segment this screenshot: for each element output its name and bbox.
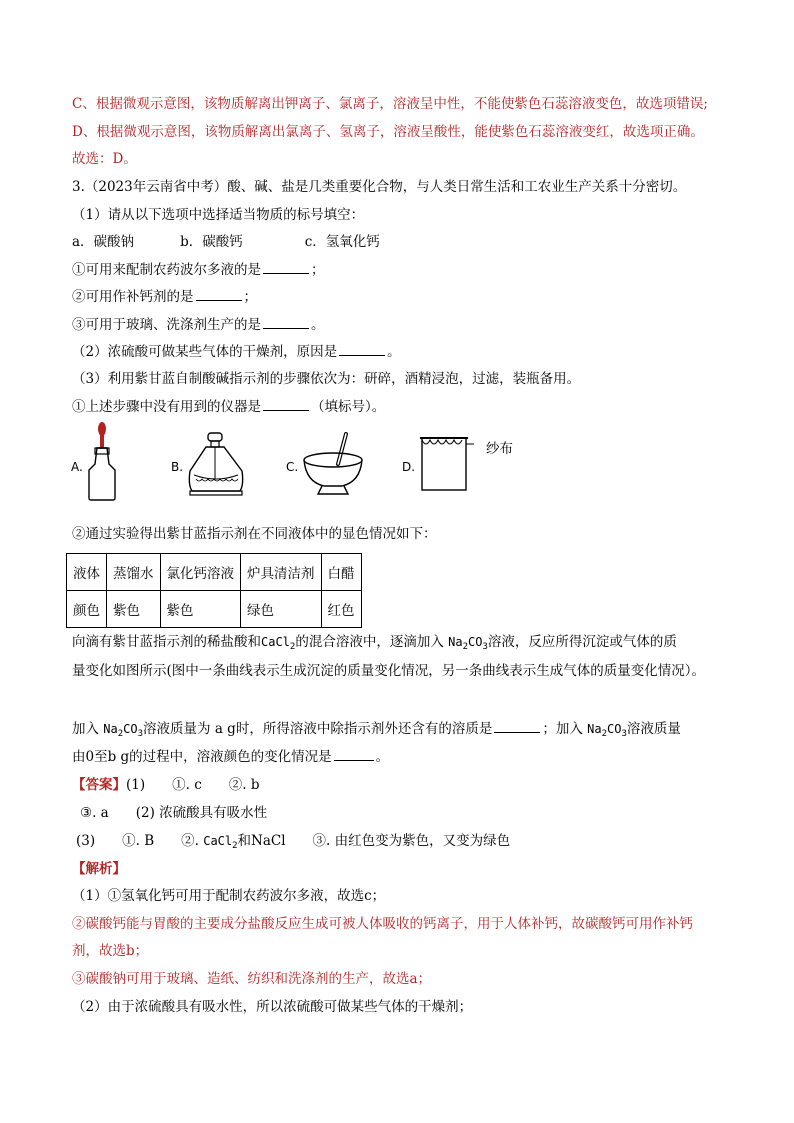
apparatus-a-label: A. [71, 460, 83, 474]
table-row [67, 554, 362, 591]
answer-blank[interactable] [494, 720, 540, 733]
answer-blank[interactable] [263, 261, 309, 274]
answer-blank[interactable] [339, 343, 385, 356]
paragraph-line-1: 向滴有紫甘蓝指示剂的稀盐酸和CaCl$_2$的混合溶液中，逐滴加入 $Na_2CO_3$溶液，反应所得沉淀或气体的质 [72, 634, 677, 652]
subquestion-1: （1）请从以下选项中选择适当物质的标号填空： [72, 207, 365, 223]
question-3-1: ①上述步骤中没有用到的仪器是 （填标号）。 [72, 399, 386, 415]
answer-blank[interactable] [263, 316, 309, 329]
answer-line-2: ③. a (2) 浓硫酸具有吸水性 [80, 805, 268, 821]
options-row [72, 232, 380, 252]
question-1-1: ①可用来配制农药波尔多液的是 ； [72, 262, 325, 278]
table-cell: 绿色 [241, 591, 322, 628]
line-option-d-analysis: D、根据微观示意图，该物质解离出氯离子、氢离子，溶液呈酸性，能使紫色石蕊溶液变红，故选项正确。 [72, 124, 704, 140]
beaker-with-gauze-icon [418, 432, 474, 494]
question-1-2: ②可用作补钙剂的是 ； [72, 289, 257, 305]
answer-d: 故选：D。 [72, 151, 137, 167]
explanation-line-4: ③碳酸钠可用于玻璃、造纸、纺织和洗涤剂的生产，故选a； [72, 971, 432, 987]
question-1-3: ③可用于玻璃、洗涤剂生产的是 。 [72, 317, 325, 333]
explanation-line-1: （1）①氢氧化钙可用于配制农药波尔多液，故选c； [72, 888, 386, 904]
paragraph-line-3: 加入 $Na_2CO_3$溶液质量为 a g时，所得溶液中除指示剂外还含有的溶质是 ；加入 $Na_2CO_3$溶液质量 [72, 721, 681, 739]
table-cell: 紫色 [160, 591, 241, 628]
alcohol-lamp-icon [184, 425, 248, 497]
question-3-2: ②通过实验得出紫甘蓝指示剂在不同液体中的显色情况如下： [72, 526, 437, 542]
question-3-steps: （3）利用紫甘蓝自制酸碱指示剂的步骤依次为：研碎，酒精浸泡，过滤，装瓶备用。 [72, 371, 581, 387]
explanation-tag: 【解析】 [72, 861, 126, 877]
explanation-line-3: 剂，故选b； [72, 943, 149, 959]
table-cell: 氯化钙溶液 [160, 554, 241, 591]
apparatus-c-label: C. [286, 460, 299, 474]
table-row [67, 591, 362, 628]
option-c: c．氢氧化钙 [304, 234, 380, 250]
mortar-pestle-icon [302, 430, 364, 500]
table-cell: 白醋 [321, 554, 361, 591]
answer-line-3: (3) ①. B ②. CaCl$_2$和NaCl ③. 由红色变为紫色，又变为绿色 [76, 833, 511, 851]
answer-blank[interactable] [263, 398, 309, 411]
answer-blank[interactable] [334, 748, 374, 761]
table-cell: 红色 [321, 591, 361, 628]
line-option-c-analysis: C、根据微观示意图，该物质解离出钾离子、氯离子，溶液呈中性，不能使紫色石蕊溶液变色，故选项错误; [72, 96, 708, 112]
table-cell: 液体 [67, 554, 107, 591]
answer-blank[interactable] [196, 288, 242, 301]
paragraph-line-4: 由0至b g的过程中，溶液颜色的变化情况是 。 [72, 749, 390, 765]
table-cell: 炉具清洁剂 [241, 554, 322, 591]
dropper-bottle-icon [86, 420, 126, 502]
paragraph-line-2: 量变化如图所示(图中一条曲线表示生成沉淀的质量变化情况，另一条曲线表示生成气体的质量变化情况）。 [72, 663, 706, 679]
gauze-label: 纱布 [486, 441, 513, 457]
answer-tag: 【答案】 [72, 777, 126, 793]
apparatus-b-label: B. [171, 460, 184, 474]
explanation-line-5: （2）由于浓硫酸具有吸水性，所以浓硫酸可做某些气体的干燥剂； [72, 999, 473, 1015]
answer-line-1: 【答案】(1) ①. c ②. b [72, 777, 260, 793]
explanation-line-2: ②碳酸钙能与胃酸的主要成分盐酸反应生成可被人体吸收的钙离子，用于人体补钙，故碳酸钙可用作补钙 [72, 916, 693, 932]
apparatus-d-label: D. [402, 460, 416, 474]
question-2: （2）浓硫酸可做某些气体的干燥剂，原因是 。 [72, 344, 401, 360]
question-3-title: 3.（2023年云南省中考）酸、碱、盐是几类重要化合物，与人类日常生活和工农业生产关系十分密切。 [72, 179, 687, 195]
table-cell: 蒸馏水 [107, 554, 161, 591]
apparatus-row [66, 420, 546, 510]
option-a: a．碳酸钠 [72, 234, 135, 250]
table-cell: 紫色 [107, 591, 161, 628]
table-cell: 颜色 [67, 591, 107, 628]
option-b: b．碳酸钙 [180, 234, 243, 250]
indicator-color-table [66, 553, 362, 628]
